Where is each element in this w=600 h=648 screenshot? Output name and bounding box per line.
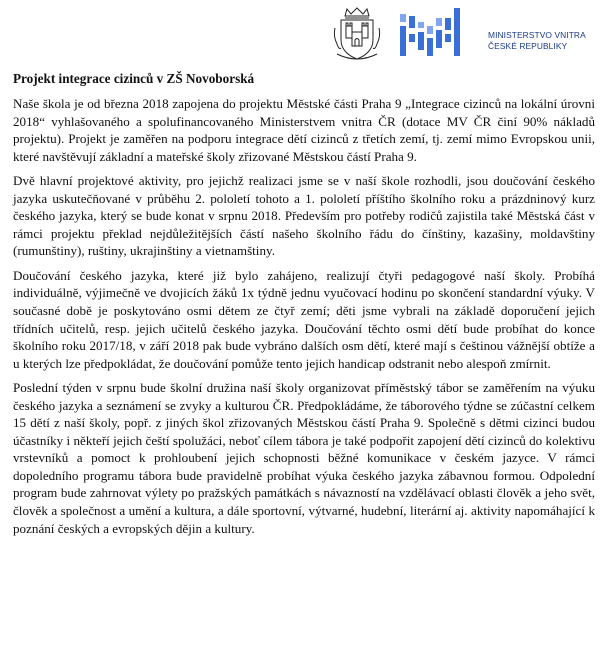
paragraph-intro: Naše škola je od března 2018 zapojena do projektu Městské části Praha 9 „Integrace cizinců na lokální úrovni 2018“ vyhlašovaného a spolufinancovaného Ministerstvem vnitra ČR (dotace MV ČR činí 90% nákladů projektu). Projekt je zaměřen na podporu integrace dětí cizinců z třetích zemí, tj. zemí mimo Evropskou unii, které navštěvují základní a mateřské školy zřizované Městskou částí Praha 9. xyxy=(13,96,595,164)
city-crest-icon xyxy=(331,6,383,62)
header-logos xyxy=(0,0,600,66)
ministry-name xyxy=(488,30,598,51)
ministry-logo-icon xyxy=(398,4,482,60)
document-body xyxy=(13,95,595,537)
paragraph-summer-camp: Poslední týden v srpnu bude školní družina naší školy organizovat příměstský tábor se zaměřením na výuku českého jazyka a seznámení se zvyky a kulturou ČR. Předpokládáme, že táborového týdne se zúčastní celkem 15 dětí z naší školy, popř. z jiných škol zřizovaných Městskou částí Praha 9. Společně s dětmi cizinci budou účastníky i někteří jejich čeští spolužáci, neboť cílem tábora je také podpořit zapojení dětí cizinců do kolektivu vrstevníků a pomoct k prohloubení jejich schopnosti běžné komunikace v českém jazyce. V rámci dopoledního programu tábora bude pravidelně probíhat výuka českého jazyka zábavnou formou. Odpolední program bude zahrnovat výlety po pražských památkách s návazností na vzdělávací oblasti člověk a jeho svět, člověk a společnost a umění a kultura, a dále sportovní, výtvarné, hudební, literární aj. aktivity napomáhající k poznání českých a evropských dějin a kultury. xyxy=(13,380,595,536)
ministry-name-line1: MINISTERSTVO VNITRA xyxy=(488,30,586,40)
paragraph-activities: Dvě hlavní projektové aktivity, pro jejichž realizaci jsme se v naší škole rozhodli, jsou doučování českého jazyka uskutečňované v průběhu 2. pololetí tohoto a 1. pololetí příštího školního roku a prázdninový kurz českého jazyka, který se bude konat v srpnu 2018. Především pro potřeby rodičů zajistila také Městská část v rámci projektu překlad nejdůležitějších částí našeho školního řádu do čínštiny, kazašiny, moldavštiny (rumunštiny), ruštiny, ukrajinštiny a vietnamštiny. xyxy=(13,173,595,259)
document-title: Projekt integrace cizinců v ZŠ Novoborská xyxy=(13,71,255,86)
paragraph-tutoring: Doučování českého jazyka, které již bylo zahájeno, realizují čtyři pedagogové naší školy. Probíhá individuálně, výjimečně ve dvojicích žáků 1x týdně jednu vyučovací hodinu po skončení standardní výuky. V současné době je poskytováno osmi dětem ze čtyř zemí; děti jsme vybrali na základě doporučení jejich třídních učitelů, resp. jejich učitelů českého jazyka. Doučování těchto osmi dětí bude probíhat do konce školního roku 2017/18, v září 2018 pak bude vybráno dalších osm dětí, které mají s češtinou vážnější obtíže a u kterých lze předpokládat, že doučování pomůže tento jejich handicap odstranit nebo alespoň zmírnit. xyxy=(13,267,595,371)
ministry-name-line2: ČESKÉ REPUBLIKY xyxy=(488,40,568,51)
